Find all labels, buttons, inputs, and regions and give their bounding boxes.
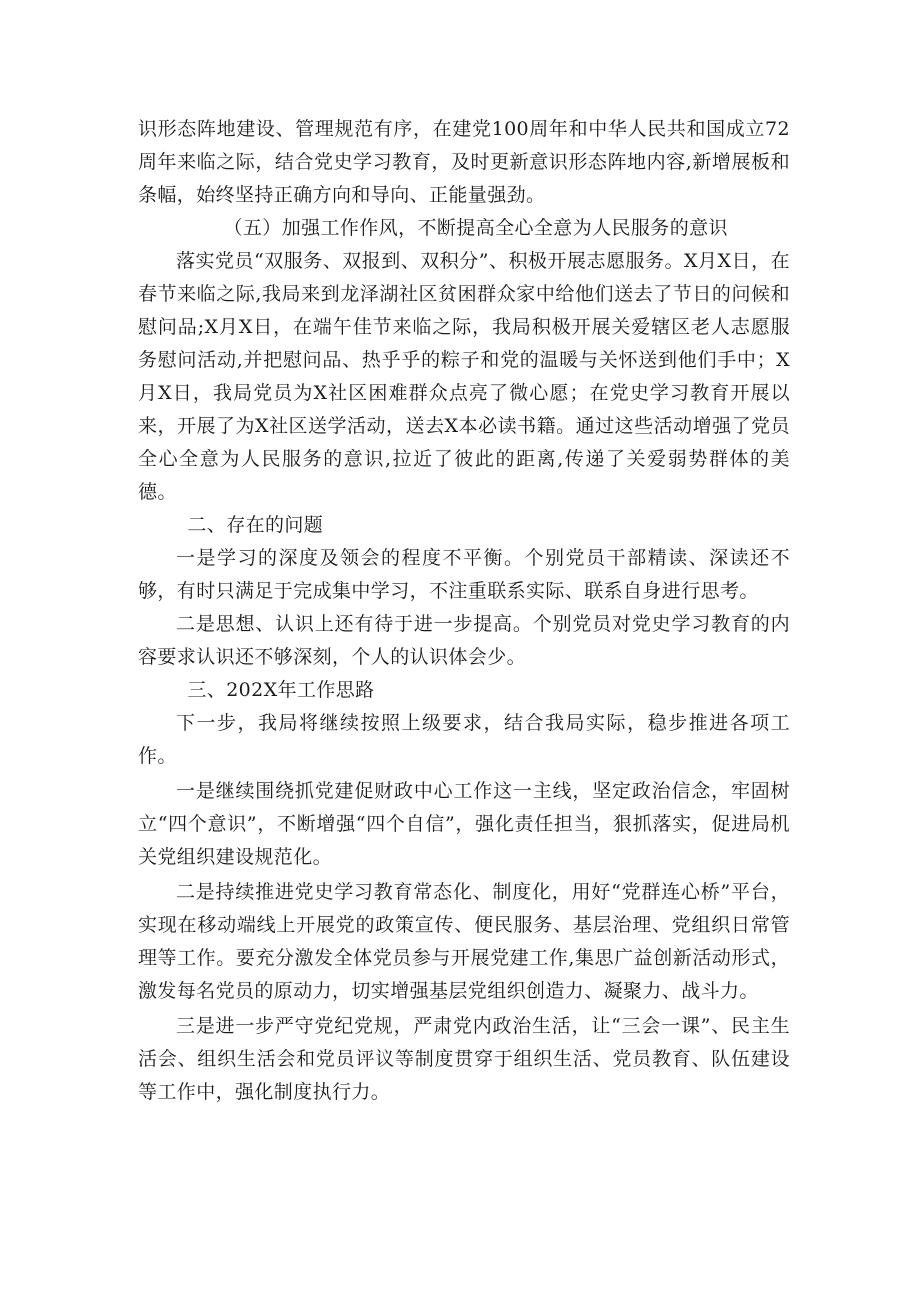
paragraph-plan-three: 三是进一步严守党纪党规，严肃党内政治生活，让“三会一课”、民主生活会、组织生活会和党员评议等制度贯穿于组织生活、党员教育、队伍建设等工作中，强化制度执行力。 (138, 1015, 790, 1103)
paragraph-plan-two: 二是持续推进党史学习教育常态化、制度化，用好“党群连心桥”平台，实现在移动端线上开展党的政策宣传、便民服务、基层治理、党组织日常管理等工作。要充分激发全体党员参与开展党建工作,集思广益创新活动形式，激发每名党员的原动力，切实增强基层党组织创造力、凝聚力、战斗力。 (138, 881, 790, 1002)
paragraph-plan-intro: 下一步，我局将继续按照上级要求，结合我局实际，稳步推进各项工作。 (138, 712, 790, 767)
paragraph-plan-one: 一是继续围绕抓党建促财政中心工作这一主线，坚定政治信念，牢固树立“四个意识”，不断增强“四个自信”，强化责任担当，狠抓落实，促进局机关党组织建设规范化。 (138, 780, 790, 868)
paragraph-problem-two: 二是思想、认识上还有待于进一步提高。个别党员对党史学习教育的内容要求认识还不够深刻，个人的认识体会少。 (138, 613, 790, 668)
paragraph-continuation: 识形态阵地建设、管理规范有序，在建党100周年和中华人民共和国成立72周年来临之际，结合党史学习教育，及时更新意识形态阵地内容,新增展板和条幅，始终坚持正确方向和导向、正能量强劲。 (138, 118, 790, 206)
section-heading-plan: 三、202X年工作思路 (187, 679, 375, 701)
paragraph-problem-one: 一是学习的深度及领会的程度不平衡。个别党员干部精读、深读还不够，有时只满足于完成集中学习，不注重联系实际、联系自身进行思考。 (138, 547, 790, 602)
paragraph-volunteer-service: 落实党员“双服务、双报到、双积分”、积极开展志愿服务。X月X日，在春节来临之际,我局来到龙泽湖社区贫困群众家中给他们送去了节日的问候和慰问品;X月X日，在端午佳节来临之际，我局积极开展关爱辖区老人志愿服务慰问活动,并把慰问品、热乎乎的粽子和党的温暖与关怀送到他们手中；X月X日，我局党员为X社区困难群众点亮了微心愿；在党史学习教育开展以来，开展了为X社区送学活动，送去X本必读书籍。通过这些活动增强了党员全心全意为人民服务的意识,拉近了彼此的距离,传递了关爱弱势群体的美德。 (138, 250, 790, 503)
section-heading-problems: 二、存在的问题 (187, 514, 324, 536)
document-body (138, 113, 790, 1109)
subheading-five: （五）加强工作作风，不断提高全心全意为人民服务的意识 (223, 217, 728, 239)
